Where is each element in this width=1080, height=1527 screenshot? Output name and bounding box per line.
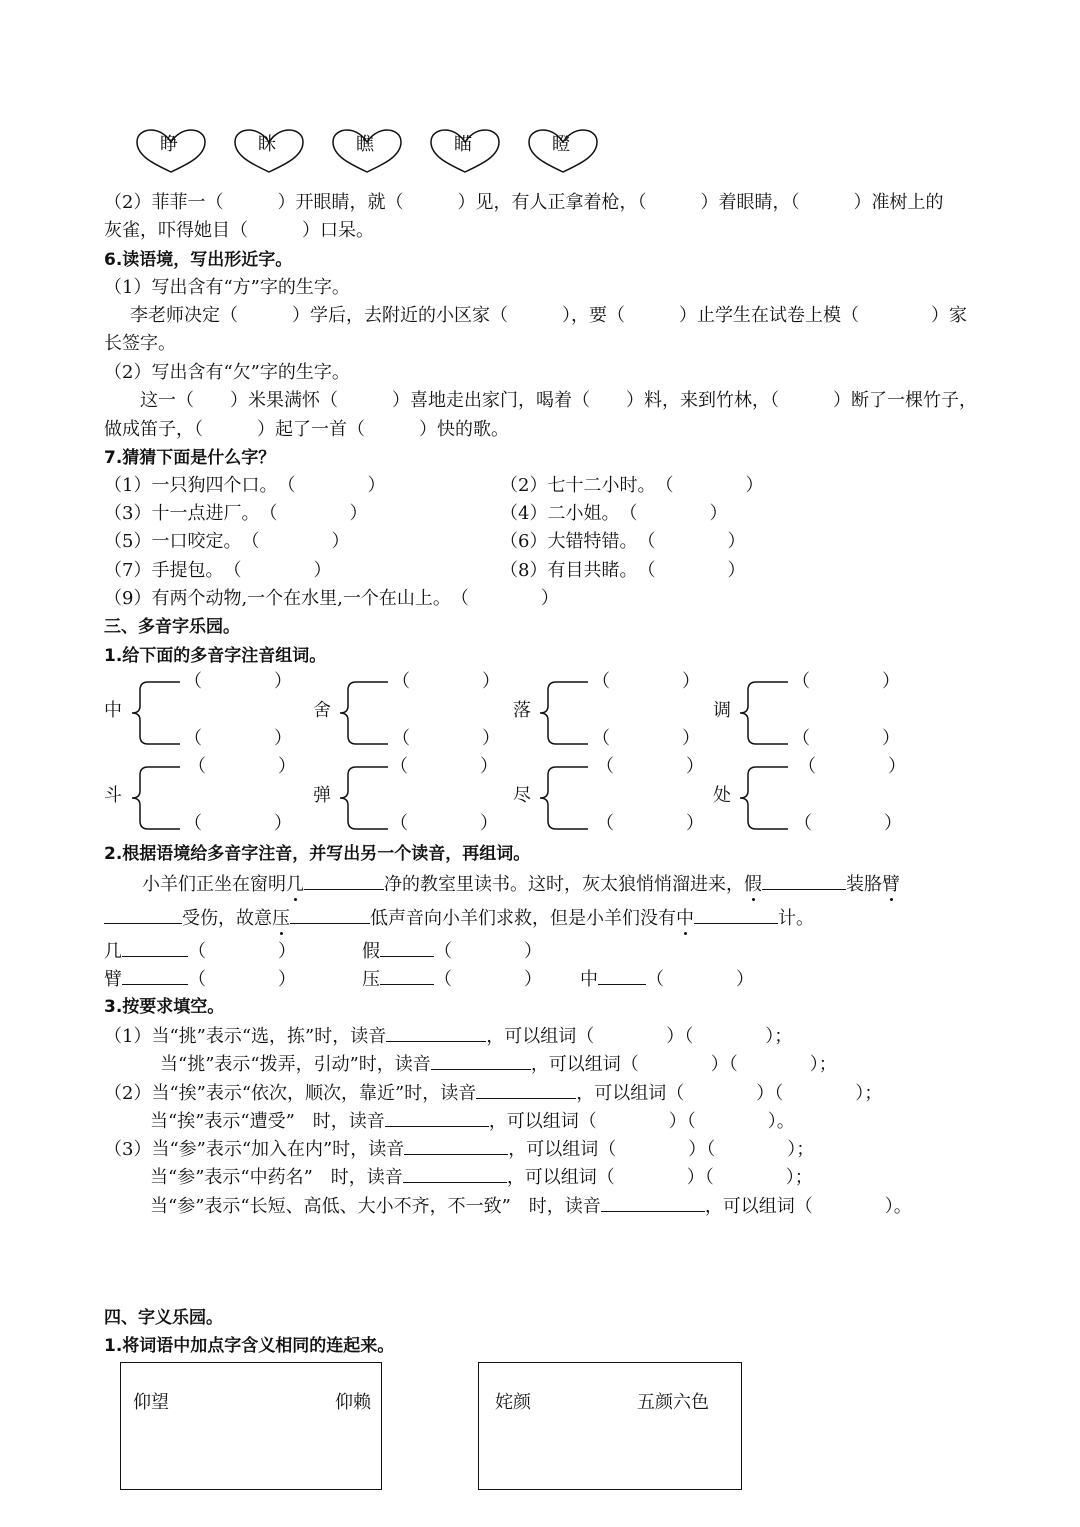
q7-item: （4）二小姐。 （ ） (500, 503, 728, 524)
paren: （ ） (434, 969, 542, 990)
pinyin-paren: （ ） (794, 813, 902, 834)
pinyin-paren: （ ） (184, 728, 292, 749)
polyphone-char: 落 (513, 700, 531, 721)
q2-text: 装胳 (846, 874, 882, 895)
q6-p1-title: （1）写出含有“方”字的生字。 (104, 277, 350, 298)
pinyin-paren: （ ） (596, 813, 704, 834)
q2-text: 低声音向小羊们求救，但是小羊们没有 (370, 908, 676, 929)
polyphone-char: 尽 (513, 785, 531, 806)
brace-icon (336, 676, 396, 750)
sec3-title: 三、多音字乐园。 (104, 617, 240, 637)
heart-char: 瞧 (356, 134, 374, 155)
pinyin-paren: （ ） (390, 756, 498, 777)
q3-line (104, 1023, 792, 1049)
q3-text: 当“参”表示“中药名” 时，读音 (150, 1167, 403, 1188)
answer-blank[interactable] (431, 1051, 531, 1070)
pinyin-paren: （ ） (392, 671, 500, 692)
pinyin-paren: （ ） (184, 671, 292, 692)
q2-text: 净的教室里读书。这时，灰太狼悄悄溜进来， (384, 874, 744, 895)
brace-icon (536, 676, 596, 750)
sec4-title: 四、字义乐园。 (104, 1308, 223, 1328)
pinyin-paren: （ ） (798, 756, 906, 777)
answer-blank[interactable] (386, 1023, 486, 1042)
q3-text: （2）当“挨”表示“依次，顺次，靠近”时，读音 (104, 1083, 477, 1104)
brace-icon (536, 761, 596, 835)
q7-item: （8）有目共睹。 （ ） (500, 560, 746, 581)
pinyin-paren: （ ） (390, 813, 498, 834)
polyphone-char: 调 (713, 700, 731, 721)
pinyin-paren: （ ） (596, 756, 704, 777)
pinyin-paren: （ ） (592, 728, 700, 749)
q7-item: （5）一口咬定。 （ ） (104, 531, 350, 552)
heart-char: 睁 (160, 134, 178, 155)
q3-text: 当“挨”表示“遭受” 时，读音 (150, 1111, 385, 1132)
answer-blank[interactable] (380, 938, 434, 957)
heart-box-2 (232, 128, 306, 179)
answer-blank[interactable] (403, 1164, 507, 1183)
q5-2-line1: （2）菲菲一（ ）开眼睛，就（ ）见，有人正拿着枪，（ ）着眼睛，（ ）准树上的 (104, 192, 944, 213)
dotted-char: 臂 (882, 874, 900, 895)
q6-p2-title: （2）写出含有“欠”字的生字。 (104, 362, 350, 383)
q3-text: ，可以组词（ ）（ ）； (576, 1083, 883, 1104)
heart-box-3 (330, 128, 404, 179)
answer-blank[interactable] (598, 966, 646, 985)
pinyin-paren: （ ） (184, 813, 292, 834)
answer-blank[interactable] (104, 905, 182, 924)
q7-item: （9）有两个动物,一个在水里,一个在山上。 （ ） (104, 588, 559, 609)
q3-text: ，可以组词（ ）（ ）； (506, 1167, 813, 1188)
fill-char: 中 (580, 969, 598, 990)
pinyin-paren: （ ） (792, 671, 900, 692)
fill-char: 几 (104, 941, 122, 962)
pinyin-paren: （ ） (392, 728, 500, 749)
answer-blank[interactable] (304, 871, 384, 890)
brace-icon (736, 676, 796, 750)
heart-box-1 (134, 128, 208, 179)
q3-line (150, 1164, 813, 1190)
q3-line (104, 1136, 814, 1162)
answer-blank[interactable] (290, 905, 370, 924)
q2-text: 小羊们正坐在窗明 (142, 874, 286, 895)
q3-line (160, 1051, 837, 1077)
pinyin-paren: （ ） (792, 728, 900, 749)
sec3-q3-title: 3.按要求填空。 (104, 997, 225, 1017)
answer-blank[interactable] (404, 1136, 508, 1155)
q3-text: 当“参”表示“长短、高低、大小不齐，不一致” 时，读音 (150, 1196, 601, 1217)
brace-icon (128, 676, 188, 750)
sec3-q1-title: 1.给下面的多音字注音组词。 (104, 646, 327, 666)
heart-char: 眯 (258, 134, 276, 155)
answer-blank[interactable] (385, 1108, 489, 1127)
answer-blank[interactable] (762, 871, 846, 890)
match-word-left[interactable]: 姹颜 (495, 1392, 531, 1413)
paren: （ ） (188, 969, 296, 990)
q3-line (150, 1108, 795, 1134)
brace-icon (336, 761, 396, 835)
heart-box-5 (526, 128, 600, 179)
pinyin-paren: （ ） (592, 671, 700, 692)
answer-blank[interactable] (694, 905, 778, 924)
fill-char: 假 (362, 941, 380, 962)
q3-text: （3）当“参”表示“加入在内”时，读音 (104, 1139, 405, 1160)
answer-blank[interactable] (122, 966, 188, 985)
dotted-char: 压 (272, 908, 290, 929)
matching-box-1[interactable] (120, 1362, 382, 1490)
dotted-char: 假 (744, 874, 762, 895)
q3-text: ，可以组词（ ）（ ）。 (488, 1111, 795, 1132)
q7-item: （6）大错特错。 （ ） (500, 531, 746, 552)
q3-text: ，可以组词（ ）（ ）； (530, 1054, 837, 1075)
paren: （ ） (434, 941, 542, 962)
paren: （ ） (188, 941, 296, 962)
q3-line (104, 1080, 882, 1106)
polyphone-char: 中 (104, 700, 122, 721)
match-word-right[interactable]: 五颜六色 (637, 1392, 709, 1413)
answer-blank[interactable] (380, 966, 434, 985)
q3-line (150, 1193, 912, 1219)
q2-fill-item (362, 938, 542, 964)
q7-item: （7）手提包。 （ ） (104, 560, 332, 581)
pinyin-paren: （ ） (188, 756, 296, 777)
heart-box-4 (428, 128, 502, 179)
sec3-q2-title: 2.根据语境给多音字注音，并写出另一个读音，再组词。 (104, 844, 531, 864)
dotted-char: 几 (286, 874, 304, 895)
brace-icon (128, 761, 188, 835)
polyphone-char: 斗 (104, 785, 122, 806)
dotted-char: 中 (676, 908, 694, 929)
q2-fill-item (104, 938, 296, 964)
q3-text: ，可以组词（ ）（ ）； (486, 1026, 793, 1047)
polyphone-char: 弹 (313, 785, 331, 806)
q3-text: ，可以组词（ ）（ ）； (508, 1139, 815, 1160)
q7-item: （2）七十二小时。 （ ） (500, 475, 764, 496)
answer-blank[interactable] (476, 1080, 576, 1099)
sec4-q1-title: 1.将词语中加点字含义相同的连起来。 (104, 1336, 395, 1356)
heart-char: 瞄 (454, 134, 472, 155)
q6-title: 6.读语境，写出形近字。 (104, 250, 293, 270)
paren: （ ） (646, 969, 754, 990)
answer-blank[interactable] (122, 938, 188, 957)
q7-item: （1）一只狗四个口。 （ ） (104, 475, 386, 496)
q2-text: 计。 (778, 908, 814, 929)
heart-char: 瞪 (552, 134, 570, 155)
fill-char: 压 (362, 969, 380, 990)
q3-text: 当“挑”表示“拨弄，引动”时，读音 (160, 1054, 431, 1075)
answer-blank[interactable] (601, 1193, 705, 1212)
q3-text: （1）当“挑”表示“选，拣”时，读音 (104, 1026, 387, 1047)
q5-2-line2: 灰雀，吓得她目（ ）口呆。 (104, 220, 374, 241)
q3-text: ，可以组词（ ）。 (704, 1196, 912, 1217)
match-word-left[interactable]: 仰望 (133, 1392, 169, 1413)
q2-passage-line2 (104, 905, 814, 931)
match-word-right[interactable]: 仰赖 (335, 1392, 371, 1413)
q6-p2-line1: 这一（ ）米果满怀（ ）喜地走出家门，喝着（ ）料，来到竹林，（ ）断了一棵竹子， (140, 390, 977, 411)
q2-fill-item (104, 966, 296, 992)
q7-title: 7.猜猜下面是什么字？ (104, 448, 276, 468)
matching-box-2[interactable] (478, 1362, 742, 1490)
q6-p1-line2: 长签字。 (104, 333, 176, 354)
q6-p2-line2: 做成笛子，（ ）起了一首（ ）快的歌。 (104, 419, 509, 440)
q2-fill-item (580, 966, 754, 992)
polyphone-char: 舍 (313, 700, 331, 721)
brace-icon (736, 761, 796, 835)
q2-fill-item (362, 966, 542, 992)
q2-text: 受伤，故意 (182, 908, 272, 929)
q7-item: （3）十一点进厂。 （ ） (104, 503, 368, 524)
q6-p1-line1: 李老师决定（ ）学后，去附近的小区家（ ），要（ ）止学生在试卷上模（ ）家 (130, 305, 967, 326)
q2-passage-line1 (142, 871, 900, 897)
fill-char: 臂 (104, 969, 122, 990)
polyphone-char: 处 (713, 785, 731, 806)
